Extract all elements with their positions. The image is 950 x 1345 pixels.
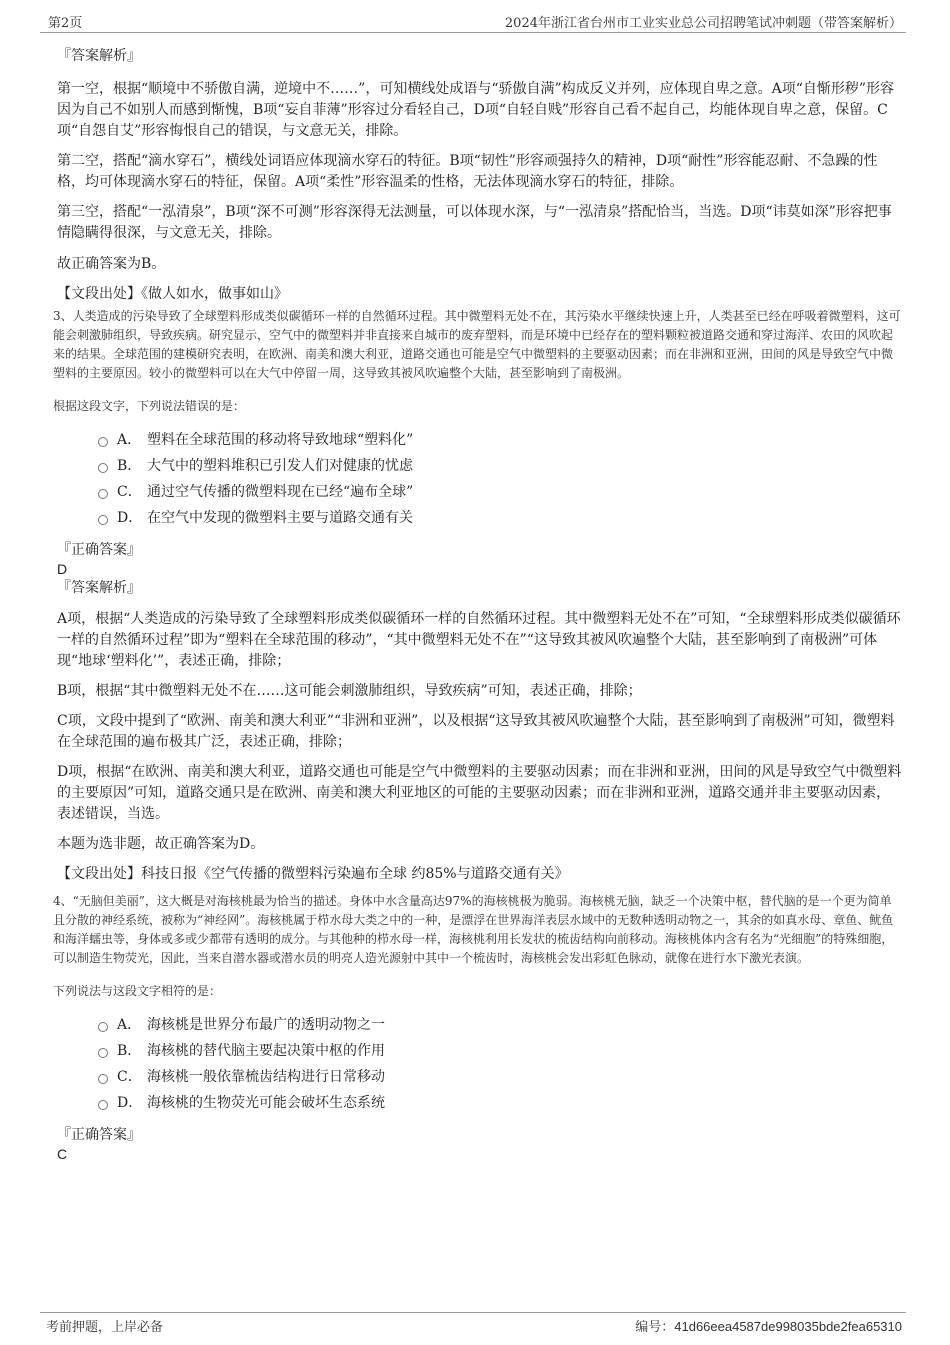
q2-source: 【文段出处】《做人如水，做事如山》 bbox=[57, 286, 288, 302]
page-number: 第2页 bbox=[48, 16, 83, 31]
q3-analysis-label: 『答案解析』 bbox=[57, 580, 141, 596]
document-code bbox=[635, 1316, 902, 1335]
q3-analysis-paragraph-c: C项，文段中提到了“欧洲、南美和澳大利亚”“非洲和亚洲”，以及根据“这导致其被风吹遍整个大陆，甚至影响到了南极洲”可知，微塑料在全球范围的遍布极其广泛，表述正确，排除； bbox=[57, 713, 895, 750]
code-label: 编号： bbox=[635, 1320, 675, 1335]
q3-option-a[interactable]: A． 塑料在全球范围的移动将导致地球“塑料化” bbox=[57, 427, 902, 453]
q3-correct-answer: D bbox=[57, 561, 68, 577]
code-value: 41d66eea4587de998035bde2fea65310 bbox=[674, 1319, 902, 1334]
radio-button[interactable] bbox=[98, 489, 108, 499]
radio-button[interactable] bbox=[98, 1074, 108, 1084]
document-title: 2024年浙江省台州市工业实业总公司招聘笔试冲刺题（带答案解析） bbox=[504, 16, 902, 31]
radio-button[interactable] bbox=[98, 463, 108, 473]
q2-analysis-paragraph-3: 第三空，搭配“一泓清泉”，B项“深不可测”形容深得无法测量，可以体现水深，与“一泓清泉”搭配恰当，当选。D项“讳莫如深”形容把事情隐瞒得很深，与文意无关，排除。 bbox=[57, 204, 892, 241]
q4-options bbox=[57, 1012, 902, 1116]
q3-correct-label: 『正确答案』 bbox=[57, 542, 141, 558]
q2-analysis-paragraph-2: 第二空，搭配“滴水穿石”，横线处词语应体现滴水穿石的特征。B项“韧性”形容顽强持久的精神，D项“耐性”形容能忍耐、不急躁的性格，均可体现滴水穿石的特征，保留。A项“柔性”形容温柔的性格，无法体现滴水穿石的特征，排除。 bbox=[57, 153, 878, 190]
radio-button[interactable] bbox=[98, 1048, 108, 1058]
q3-answer-statement: 本题为选非题，故正确答案为D。 bbox=[57, 836, 265, 852]
page-content bbox=[53, 46, 902, 1163]
page-footer bbox=[40, 1312, 906, 1335]
q4-option-d[interactable]: D． 海核桃的生物荧光可能会破坏生态系统 bbox=[57, 1090, 902, 1116]
q4-option-a[interactable]: A． 海核桃是世界分布最广的透明动物之一 bbox=[57, 1012, 902, 1038]
q4-option-c[interactable]: C． 海核桃一般依靠梳齿结构进行日常移动 bbox=[57, 1064, 902, 1090]
q2-analysis-label: 『答案解析』 bbox=[57, 48, 141, 64]
q3-option-b[interactable]: B． 大气中的塑料堆积已引发人们对健康的忧虑 bbox=[57, 453, 902, 479]
radio-button[interactable] bbox=[98, 515, 108, 525]
footer-note: 考前押题，上岸必备 bbox=[46, 1320, 164, 1335]
q3-question: 根据这段文字，下列说法错误的是： bbox=[53, 399, 246, 413]
q4-correct-answer: C bbox=[57, 1146, 68, 1162]
q3-analysis-paragraph-a: A项，根据“人类造成的污染导致了全球塑料形成类似碳循环一样的自然循环过程。其中微塑料无处不在”可知，“全球塑料形成类似碳循环一样的自然循环过程”即为“塑料在全球范围的移动”，“其中微塑料无处不在”“这导致其被风吹遍整个大陆，甚至影响到了南极洲”可体现“地球‘塑料化’”，表述正确，排除； bbox=[57, 611, 901, 669]
q3-analysis-paragraph-d: D项，根据“在欧洲、南美和澳大利亚，道路交通也可能是空气中微塑料的主要驱动因素；而在非洲和亚洲，田间的风是导致空气中微塑料的主要原因”可知，道路交通只是在欧洲、南美和澳大利亚地区的可能的主要驱动因素；而在非洲和亚洲，道路交通并非主要驱动因素，表述错误，当选。 bbox=[57, 764, 902, 822]
radio-button[interactable] bbox=[98, 1022, 108, 1032]
radio-button[interactable] bbox=[98, 437, 108, 447]
q3-analysis-paragraph-b: B项，根据“其中微塑料无处不在……这可能会刺激肺组织，导致疾病”可知，表述正确，排除； bbox=[57, 683, 642, 699]
q3-options bbox=[57, 427, 902, 531]
q3-option-d[interactable]: D． 在空气中发现的微塑料主要与道路交通有关 bbox=[57, 505, 902, 531]
q4-passage: 4、“无脑但美丽”，这大概是对海核桃最为恰当的描述。身体中水含量高达97%的海核桃极为脆弱。海核桃无脑，缺乏一个决策中枢，替代脑的是一个更为简单且分散的神经系统，被称为“神经网”。海核桃属于栉水母大类之中的一种，是漂浮在世界海洋表层水域中的无数种透明动物之一，其余的如真水母、章鱼、鱿鱼和海洋蠕虫等，身体或多或少都带有透明的成分。与其他种的栉水母一样，海核桃利用长发状的梳齿结构向前移动。海核桃体内含有名为“光细胞”的特殊细胞，可以制造生物荧光，因此，当来自潜水器或潜水员的明亮人造光源射中其中一个梳齿时，海核桃会发出彩虹色脉动，就像在进行水下激光表演。 bbox=[53, 894, 894, 965]
q4-option-b[interactable]: B． 海核桃的替代脑主要起决策中枢的作用 bbox=[57, 1038, 902, 1064]
page-header bbox=[40, 12, 906, 33]
q3-option-c[interactable]: C． 通过空气传播的微塑料现在已经“遍布全球” bbox=[57, 479, 902, 505]
q3-source: 【文段出处】科技日报《空气传播的微塑料污染遍布全球 约85%与道路交通有关》 bbox=[57, 866, 569, 882]
q4-question: 下列说法与这段文字相符的是： bbox=[53, 984, 222, 998]
radio-button[interactable] bbox=[98, 1100, 108, 1110]
q3-passage: 3、人类造成的污染导致了全球塑料形成类似碳循环一样的自然循环过程。其中微塑料无处不在，其污染水平继续快速上升，人类甚至已经在呼吸着微塑料，这可能会刺激肺组织，导致疾病。研究显示，空气中的微塑料并非直接来自城市的废弃塑料，而是环境中已经存在的塑料颗粒被道路交通和穿过海洋、农田的风吹起来的结果。全球范围的建模研究表明，在欧洲、南美和澳大利亚，道路交通也可能是空气中微塑料的主要驱动因素；而在非洲和亚洲，田间的风是导致空气中微塑料的主要原因。较小的微塑料可以在大气中停留一周，这导致其被风吹遍整个大陆，甚至影响到了南极洲。 bbox=[53, 309, 901, 380]
q4-correct-label: 『正确答案』 bbox=[57, 1127, 141, 1143]
q2-analysis-paragraph-1: 第一空，根据“顺境中不骄傲自满，逆境中不……”，可知横线处成语与“骄傲自满”构成反义并列，应体现自卑之意。A项“自惭形秽”形容因为自己不如别人而感到惭愧，B项“妄自菲薄”形容过分看轻自己，D项“自轻自贱”形容自己看不起自己，均能体现自卑之意，保留。C项“自怨自艾”形容悔恨自己的错误，与文意无关，排除。 bbox=[57, 81, 895, 139]
q2-answer-statement: 故正确答案为B。 bbox=[57, 256, 166, 272]
